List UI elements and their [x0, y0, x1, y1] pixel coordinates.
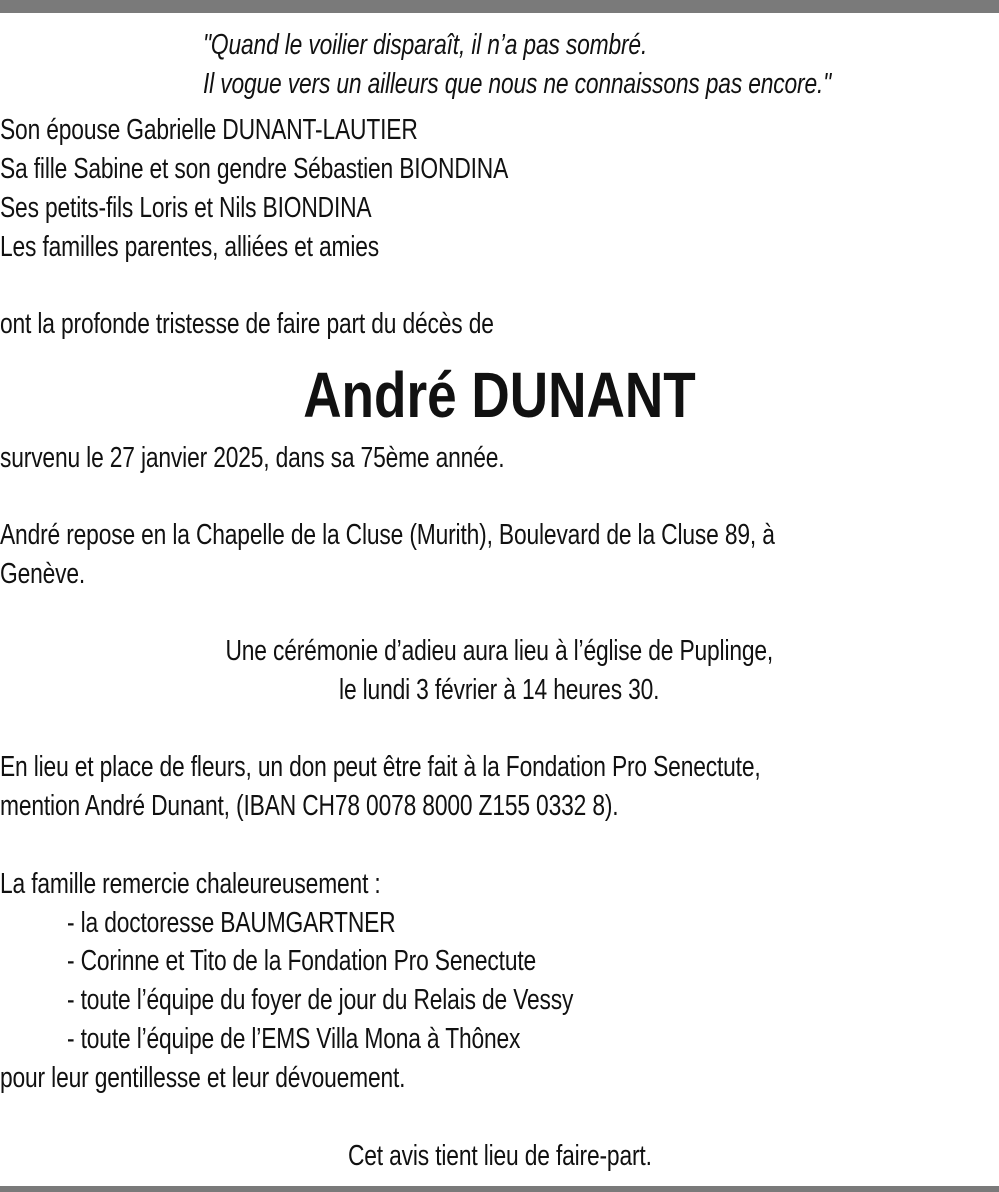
ceremony-line-1: Une cérémonie d’adieu aura lieu à l’église de Puplinge,	[225, 635, 774, 667]
thanks-item: - la doctoresse BAUMGARTNER	[67, 907, 396, 939]
family-line-relatives: Les familles parentes, alliées et amies	[0, 231, 380, 263]
thanks-outro: pour leur gentillesse et leur dévouement.	[0, 1062, 406, 1094]
announcement-text: ont la profonde tristesse de faire part du décès de	[0, 308, 494, 340]
family-line-grandsons: Ses petits-fils Loris et Nils BIONDINA	[0, 192, 372, 224]
ceremony-line-2: le lundi 3 février à 14 heures 30.	[339, 674, 660, 706]
family-line-spouse: Son épouse Gabrielle DUNANT-LAUTIER	[0, 114, 418, 146]
donation-line-1: En lieu et place de fleurs, un don peut être fait à la Fondation Pro Senectute,	[0, 751, 761, 783]
thanks-item: - Corinne et Tito de la Fondation Pro Senectute	[67, 945, 537, 977]
quote-line-1: "Quand le voilier disparaît, il n’a pas sombré.	[203, 29, 648, 61]
rest-location-line-2: Genève.	[0, 558, 86, 590]
thanks-item: - toute l’équipe du foyer de jour du Relais de Vessy	[67, 984, 574, 1016]
top-border-rule	[0, 0, 999, 13]
death-info: survenu le 27 janvier 2025, dans sa 75ème année.	[0, 442, 505, 474]
bottom-border-rule	[0, 1186, 999, 1192]
quote-line-2: Il vogue vers un ailleurs que nous ne connaissons pas encore."	[203, 68, 832, 100]
donation-line-2: mention André Dunant, (IBAN CH78 0078 8000 Z155 0332 8).	[0, 790, 619, 822]
deceased-name: André DUNANT	[303, 359, 696, 431]
thanks-intro: La famille remercie chaleureusement :	[0, 868, 381, 900]
rest-location-line-1: André repose en la Chapelle de la Cluse (Murith), Boulevard de la Cluse 89, à	[0, 519, 775, 551]
closing-text: Cet avis tient lieu de faire-part.	[347, 1140, 652, 1172]
thanks-item: - toute l’équipe de l’EMS Villa Mona à Thônex	[67, 1023, 521, 1055]
family-line-daughter: Sa fille Sabine et son gendre Sébastien BIONDINA	[0, 153, 509, 185]
